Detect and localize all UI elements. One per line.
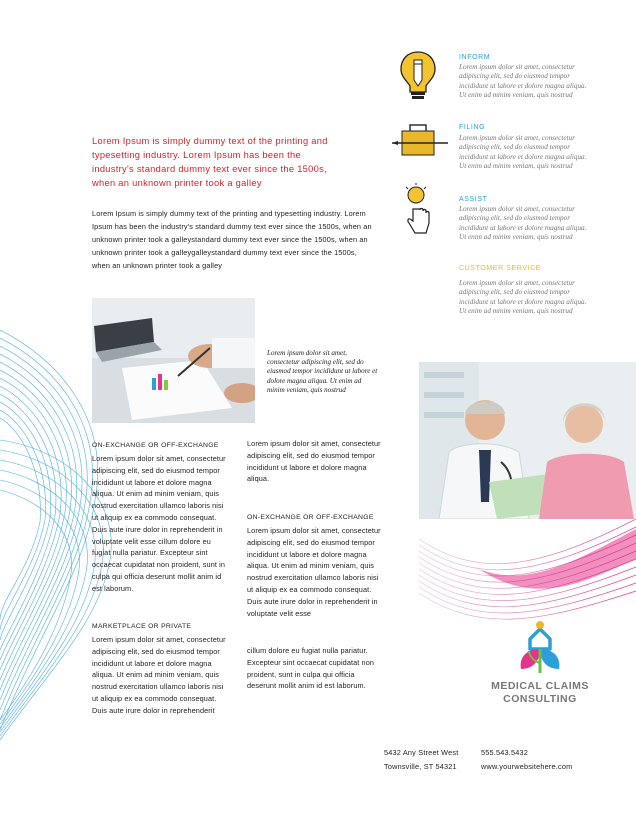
intro-paragraph: Lorem Ipsum is simply dummy text of the printing and typesetting industry. Lorem Ipsum has been the industry's standard dummy text ever since the 1500s, when an unknown printer took a galleystandard dummy text ever since the 1500s, when an unknown printer took a galleygalleystandard dummy text ever since the 1500s, when an unknown printer took a galley	[92, 209, 372, 270]
hand-bulb-icon	[404, 183, 434, 239]
col2-text-2: cillum dolore eu fugiat nulla pariatur. Excepteur sint occaecat cupidatat non proident, sunt in culpa qui officia deserunt mollit anim id est laborum.	[247, 646, 375, 691]
col2-text-1: Lorem ipsum dolor sit amet, consectetur adipiscing elit, sed do eiusmod tempor incididunt ut labore et dolore magna aliqua. Ut enim ad minim veniam, quis nostrud exercitation ullamco laboris nisi ut aliquip ex ea commodo consequat. Duis aute irure dolor in reprehenderit in voluptate velit esse	[247, 526, 381, 618]
service-title: CUSTOMER SERVICE	[459, 265, 542, 272]
service-title: INFORM	[459, 54, 491, 61]
service-title: ASSIST	[459, 196, 488, 203]
photo-caption: Lorem ipsum dolor sit amet, consectetur adipiscing elit, sed do eiusmod tempor incididunt ut labore et dolore magna aliqua. Ut enim ad minim veniam, quis nostrud	[267, 349, 378, 394]
city-address: Townsville, ST 54321	[384, 762, 457, 771]
service-text: Lorem ipsum dolor sit amet, consectetur adipiscing elit, sed do eiusmod tempor incididunt ut labore et dolore magna aliqua. Ut enim ad minim veniam, quis nostrud	[459, 205, 587, 242]
lead-paragraph: Lorem Ipsum is simply dummy text of the printing and typesetting industry. Lorem Ipsum has been the industry's standard dummy text ever since the 1500s, when an unknown printer took a galley	[92, 136, 328, 188]
service-inform	[398, 48, 598, 114]
service-text: Lorem ipsum dolor sit amet, consectetur adipiscing elit, sed do eiusmod tempor incididunt ut labore et dolore magna aliqua. Ut enim ad minim veniam, quis nostrud	[459, 134, 587, 171]
service-customer	[459, 265, 599, 329]
col2-heading-1: ON-EXCHANGE OR OFF-EXCHANGE	[247, 514, 374, 521]
brand-name	[472, 680, 608, 706]
col1-text-2: Lorem ipsum dolor sit amet, consectetur adipiscing elit, sed do eiusmod tempor incididunt ut labore et dolore magna aliqua. Ut enim ad minim veniam, quis nostrud exercitation ullamco laboris nisi ut aliquip ex ea commodo consequat. Duis aute irure dolor in reprehenderit	[92, 635, 226, 715]
lightbulb-pencil-icon	[398, 48, 438, 102]
phone-number: 555.543.5432	[481, 748, 529, 757]
col1-heading-1: ON-EXCHANGE OR OFF-EXCHANGE	[92, 442, 219, 449]
briefcase-pencil-icon	[392, 123, 452, 159]
col1-heading-2: MARKETPLACE OR PRIVATE	[92, 623, 192, 630]
col2-text-0: Lorem ipsum dolor sit amet, consectetur adipiscing elit, sed do eiusmod tempor incididunt ut labore et dolore magna aliqua.	[247, 439, 381, 484]
col1-text-1: Lorem ipsum dolor sit amet, consectetur adipiscing elit, sed do eiusmod tempor incididunt ut labore et dolore magna aliqua. Ut enim ad minim veniam, quis nostrud exercitation ullamco laboris nisi ut aliquip ex ea commodo consequat. Duis aute irure dolor in reprehenderit in voluptate velit esse cillum dolore eu fugiat nulla pariatur. Excepteur sint occaecat cupidatat non proident, sunt in culpa qui officia deserunt mollit anim id est laborum.	[92, 454, 226, 593]
service-text: Lorem ipsum dolor sit amet, consectetur adipiscing elit, sed do eiusmod tempor incididunt ut labore et dolore magna aliqua. Ut enim ad minim veniam, quis nostrud	[459, 63, 587, 100]
service-text: Lorem ipsum dolor sit amet, consectetur adipiscing elit, sed do eiusmod tempor incididunt ut labore et dolore magna aliqua. Ut enim ad minim veniam, quis nostrud	[459, 279, 587, 316]
doctor-patient-photo	[419, 362, 636, 519]
brand-line-1: MEDICAL CLAIMS	[491, 680, 589, 692]
brand-line-2: CONSULTING	[503, 693, 577, 705]
street-address: 5432 Any Street West	[384, 748, 459, 757]
website-link[interactable]: www.yourwebsitehere.com	[481, 762, 573, 771]
service-title: FILING	[459, 124, 486, 131]
service-assist	[404, 183, 598, 249]
service-filing	[392, 121, 598, 187]
medical-claims-logo	[515, 619, 565, 673]
office-photo	[92, 298, 255, 423]
